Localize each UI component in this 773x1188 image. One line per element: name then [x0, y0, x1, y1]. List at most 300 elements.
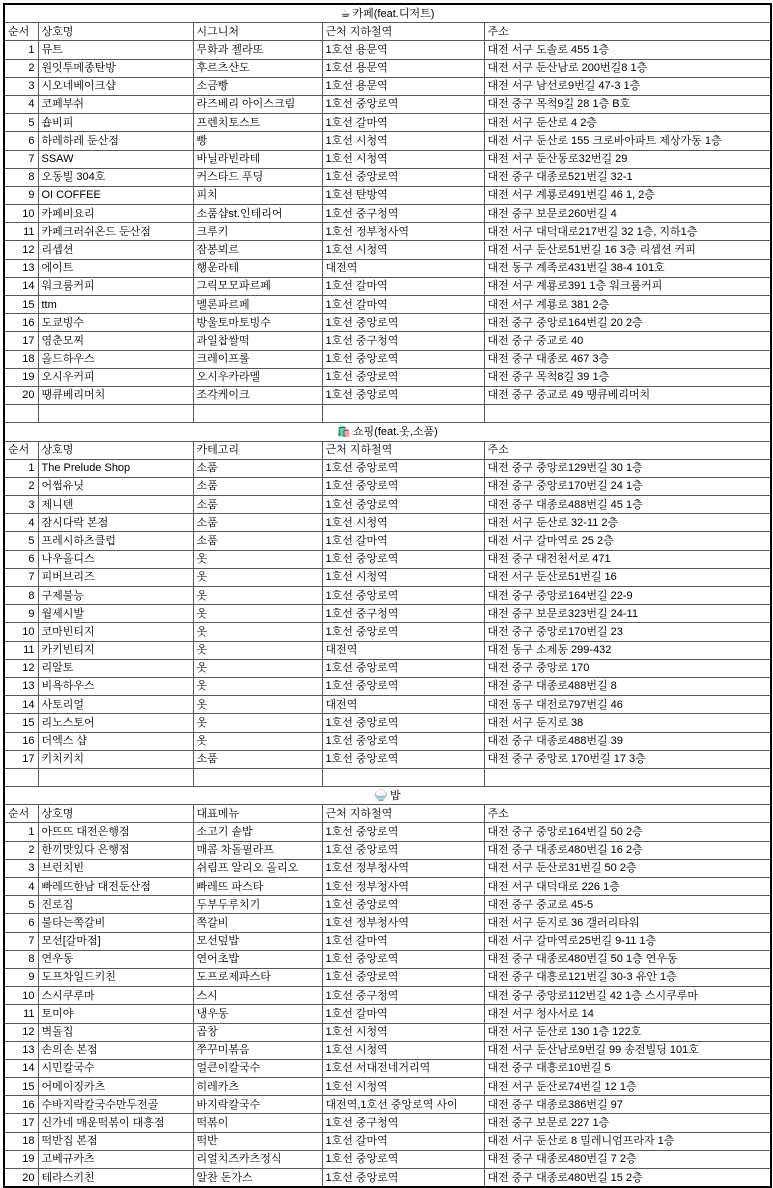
table-row — [4, 186, 771, 204]
row-number-cell: 18 — [4, 1132, 38, 1150]
section-title — [4, 4, 771, 23]
address-cell: 대전 중구 중앙로 170 — [484, 659, 771, 677]
shop-name-cell: 숍비피 — [38, 114, 193, 132]
station-cell: 1호선 중앙로역 — [322, 950, 484, 968]
table-row — [4, 605, 771, 623]
station-cell: 1호선 시청역 — [322, 514, 484, 532]
category-cell: 방울토마토빙수 — [193, 314, 322, 332]
station-cell: 1호선 서대전네거리역 — [322, 1059, 484, 1077]
station-cell: 1호선 용문역 — [322, 77, 484, 95]
station-cell: 1호선 갈마역 — [322, 1132, 484, 1150]
category-cell: 커스타드 푸딩 — [193, 168, 322, 186]
empty-cell — [322, 768, 484, 786]
address-cell: 대전 중구 중앙로170번길 23 — [484, 623, 771, 641]
coffee-icon: ☕ — [340, 7, 351, 20]
table-row — [4, 1059, 771, 1077]
section-title-row — [4, 4, 771, 23]
empty-spacer-row — [4, 405, 771, 423]
shop-name-cell: 카페크러쉬온드 둔산점 — [38, 223, 193, 241]
table-row — [4, 514, 771, 532]
category-cell: 소품 — [193, 532, 322, 550]
row-number-cell: 16 — [4, 314, 38, 332]
address-cell: 대전 서구 갈마역로25번길 9-11 1층 — [484, 932, 771, 950]
table-row — [4, 914, 771, 932]
station-cell: 1호선 정부청사역 — [322, 859, 484, 877]
category-cell: 소품 — [193, 750, 322, 768]
row-number-cell: 1 — [4, 823, 38, 841]
category-cell: 냉우동 — [193, 1005, 322, 1023]
category-cell: 옷 — [193, 696, 322, 714]
table-row — [4, 332, 771, 350]
table-row — [4, 368, 771, 386]
column-header: 상호명 — [38, 441, 193, 459]
row-number-cell: 16 — [4, 732, 38, 750]
station-cell: 1호선 시청역 — [322, 150, 484, 168]
station-cell: 1호선 갈마역 — [322, 114, 484, 132]
table-row — [4, 859, 771, 877]
row-number-cell: 4 — [4, 95, 38, 113]
table-row — [4, 896, 771, 914]
address-cell: 대전 중구 목척8길 39 1층 — [484, 368, 771, 386]
table-row — [4, 241, 771, 259]
column-header: 상호명 — [38, 23, 193, 41]
address-cell: 대전 서구 둔산로 130 1층 122호 — [484, 1023, 771, 1041]
station-cell: 1호선 정부청사역 — [322, 223, 484, 241]
category-cell: 옷 — [193, 659, 322, 677]
table-row — [4, 150, 771, 168]
station-cell: 1호선 용문역 — [322, 59, 484, 77]
row-number-cell: 1 — [4, 41, 38, 59]
shop-name-cell: 하레하레 둔산점 — [38, 132, 193, 150]
address-cell: 대전 서구 둔산동로32번길 29 — [484, 150, 771, 168]
category-cell: 과일찹쌀떡 — [193, 332, 322, 350]
row-number-cell: 8 — [4, 950, 38, 968]
address-cell: 대전 중구 중교로 45-5 — [484, 896, 771, 914]
row-number-cell: 11 — [4, 641, 38, 659]
table-row — [4, 659, 771, 677]
table-row — [4, 587, 771, 605]
table-body — [4, 4, 771, 1187]
station-cell: 대전역 — [322, 696, 484, 714]
address-cell: 대전 중구 대흥로10번길 5 — [484, 1059, 771, 1077]
category-cell: 행운라테 — [193, 259, 322, 277]
shop-name-cell: 어썸유닛 — [38, 477, 193, 495]
row-number-cell: 2 — [4, 841, 38, 859]
table-row — [4, 477, 771, 495]
address-cell: 대전 중구 보문로260번길 4 — [484, 205, 771, 223]
category-cell: 소고기 솥밥 — [193, 823, 322, 841]
station-cell: 1호선 중구청역 — [322, 205, 484, 223]
table-row — [4, 641, 771, 659]
shop-name-cell: 고베규카츠 — [38, 1150, 193, 1168]
section-title — [4, 787, 771, 805]
address-cell: 대전 중구 대종로488번길 39 — [484, 732, 771, 750]
address-cell: 대전 중구 중교로 49 땡큐베리머치 — [484, 386, 771, 404]
shop-name-cell: 도프차일드키친 — [38, 968, 193, 986]
shop-name-cell: 연우동 — [38, 950, 193, 968]
table-row — [4, 223, 771, 241]
category-cell: 옷 — [193, 550, 322, 568]
address-cell: 대전 서구 갈마역로 25 2층 — [484, 532, 771, 550]
column-header-row — [4, 441, 771, 459]
shop-name-cell: 사토리얼 — [38, 696, 193, 714]
category-cell: 떡반 — [193, 1132, 322, 1150]
station-cell: 1호선 정부청사역 — [322, 914, 484, 932]
shop-name-cell: 영춘모찌 — [38, 332, 193, 350]
category-cell: 그릭모모파르페 — [193, 277, 322, 295]
category-cell: 피치 — [193, 186, 322, 204]
category-cell: 후르츠산도 — [193, 59, 322, 77]
address-cell: 대전 중구 중교로 40 — [484, 332, 771, 350]
shop-name-cell: 아뜨뜨 대전은행점 — [38, 823, 193, 841]
address-cell: 대전 중구 대종로488번길 45 1층 — [484, 496, 771, 514]
station-cell: 1호선 중앙로역 — [322, 350, 484, 368]
address-cell: 대전 서구 둔산로 32-11 2층 — [484, 514, 771, 532]
row-number-cell: 10 — [4, 623, 38, 641]
table-row — [4, 77, 771, 95]
address-cell: 대전 중구 대종로480번길 15 2층 — [484, 1169, 771, 1188]
category-cell: 옷 — [193, 641, 322, 659]
station-cell: 1호선 갈마역 — [322, 532, 484, 550]
category-cell: 매콤 차돌필라프 — [193, 841, 322, 859]
category-cell: 멜론파르페 — [193, 296, 322, 314]
shop-name-cell: 테라스키친 — [38, 1169, 193, 1188]
station-cell: 1호선 중구청역 — [322, 605, 484, 623]
row-number-cell: 1 — [4, 459, 38, 477]
shop-name-cell: The Prelude Shop — [38, 459, 193, 477]
address-cell: 대전 서구 도솔로 455 1층 — [484, 41, 771, 59]
shop-name-cell: 카키빈티지 — [38, 641, 193, 659]
shop-name-cell: 스시쿠루마 — [38, 987, 193, 1005]
address-cell: 대전 중구 중앙로 170번길 17 3층 — [484, 750, 771, 768]
address-cell: 대전 중구 대종로480번길 50 1층 연우동 — [484, 950, 771, 968]
address-cell: 대전 동구 대전로797번길 46 — [484, 696, 771, 714]
column-header: 순서 — [4, 23, 38, 41]
shop-name-cell: 시오네베이크샵 — [38, 77, 193, 95]
table-row — [4, 714, 771, 732]
address-cell: 대전 서구 둔산로51번길 16 — [484, 568, 771, 586]
address-cell: 대전 서구 계룡로 381 2층 — [484, 296, 771, 314]
address-cell: 대전 중구 중앙로164번길 50 2층 — [484, 823, 771, 841]
empty-cell — [4, 768, 38, 786]
station-cell: 1호선 정부청사역 — [322, 878, 484, 896]
category-cell: 크레이프롤 — [193, 350, 322, 368]
address-cell: 대전 서구 둔지로 36 갤러리타워 — [484, 914, 771, 932]
table-row — [4, 1114, 771, 1132]
station-cell: 1호선 중앙로역 — [322, 968, 484, 986]
column-header: 순서 — [4, 805, 38, 823]
row-number-cell: 10 — [4, 987, 38, 1005]
category-cell: 모선덮밥 — [193, 932, 322, 950]
shop-name-cell: 에이트 — [38, 259, 193, 277]
category-cell: 연어초밥 — [193, 950, 322, 968]
category-cell: 조각케이크 — [193, 386, 322, 404]
address-cell: 대전 서구 남선로9번길 47-3 1층 — [484, 77, 771, 95]
category-cell: 소품 — [193, 514, 322, 532]
station-cell: 1호선 갈마역 — [322, 296, 484, 314]
address-cell: 대전 중구 대전천서로 471 — [484, 550, 771, 568]
table-row — [4, 1132, 771, 1150]
address-cell: 대전 서구 둔산로 8 밀레니엄프라자 1층 — [484, 1132, 771, 1150]
address-cell: 대전 서구 둔산로74번길 12 1층 — [484, 1078, 771, 1096]
row-number-cell: 20 — [4, 1169, 38, 1188]
table-row — [4, 1169, 771, 1188]
category-cell: 쭈꾸미볶음 — [193, 1041, 322, 1059]
category-cell: 소품 — [193, 496, 322, 514]
shop-name-cell: 오동빌 304호 — [38, 168, 193, 186]
row-number-cell: 19 — [4, 1150, 38, 1168]
table-row — [4, 1096, 771, 1114]
address-cell: 대전 중구 중앙로170번길 24 1층 — [484, 477, 771, 495]
row-number-cell: 10 — [4, 205, 38, 223]
table-row — [4, 1078, 771, 1096]
empty-cell — [38, 768, 193, 786]
row-number-cell: 5 — [4, 532, 38, 550]
address-cell: 대전 서구 대덕대로 226 1층 — [484, 878, 771, 896]
shop-name-cell: SSAW — [38, 150, 193, 168]
column-header: 시그니처 — [193, 23, 322, 41]
address-cell: 대전 중구 중앙로112번길 42 1층 스시쿠루마 — [484, 987, 771, 1005]
column-header: 근처 지하철역 — [322, 441, 484, 459]
empty-cell — [484, 405, 771, 423]
shop-name-cell: 나우올디스 — [38, 550, 193, 568]
table-row — [4, 114, 771, 132]
column-header: 근처 지하철역 — [322, 23, 484, 41]
shop-name-cell: 브런치빈 — [38, 859, 193, 877]
category-cell: 옷 — [193, 587, 322, 605]
table-row — [4, 932, 771, 950]
address-cell: 대전 중구 목척9길 28 1층 B호 — [484, 95, 771, 113]
row-number-cell: 14 — [4, 277, 38, 295]
empty-cell — [4, 405, 38, 423]
category-cell: 빵 — [193, 132, 322, 150]
table-row — [4, 568, 771, 586]
station-cell: 1호선 중앙로역 — [322, 659, 484, 677]
category-cell: 옷 — [193, 568, 322, 586]
table-row — [4, 41, 771, 59]
address-cell: 대전 서구 대덕대로217번길 32 1층, 지하1층 — [484, 223, 771, 241]
table-row — [4, 823, 771, 841]
address-cell: 대전 중구 대종로521번길 32-1 — [484, 168, 771, 186]
station-cell: 1호선 갈마역 — [322, 277, 484, 295]
category-cell: 얼큰이칼국수 — [193, 1059, 322, 1077]
station-cell: 1호선 중앙로역 — [322, 587, 484, 605]
row-number-cell: 17 — [4, 1114, 38, 1132]
station-cell: 1호선 중앙로역 — [322, 677, 484, 695]
address-cell: 대전 중구 대종로386번길 97 — [484, 1096, 771, 1114]
category-cell: 떡볶이 — [193, 1114, 322, 1132]
station-cell: 1호선 중앙로역 — [322, 550, 484, 568]
row-number-cell: 9 — [4, 605, 38, 623]
category-cell: 쉬림프 알리오 올리오 — [193, 859, 322, 877]
row-number-cell: 5 — [4, 114, 38, 132]
table-row — [4, 459, 771, 477]
address-cell: 대전 중구 중앙로164번길 22-9 — [484, 587, 771, 605]
category-cell: 옷 — [193, 623, 322, 641]
table-row — [4, 732, 771, 750]
row-number-cell: 14 — [4, 1059, 38, 1077]
station-cell: 1호선 중앙로역 — [322, 623, 484, 641]
row-number-cell: 15 — [4, 1078, 38, 1096]
address-cell: 대전 중구 대흥로121번길 30-3 유안 1층 — [484, 968, 771, 986]
table-row — [4, 496, 771, 514]
station-cell: 1호선 중앙로역 — [322, 823, 484, 841]
row-number-cell: 11 — [4, 223, 38, 241]
daejeon-places-table — [3, 3, 772, 1188]
station-cell: 1호선 시청역 — [322, 241, 484, 259]
shop-name-cell: 땡큐베리머치 — [38, 386, 193, 404]
category-cell: 알찬 돈가스 — [193, 1169, 322, 1188]
row-number-cell: 20 — [4, 386, 38, 404]
shop-name-cell: 월세시발 — [38, 605, 193, 623]
section-title-text: 밥 — [390, 789, 401, 802]
station-cell: 1호선 시청역 — [322, 1078, 484, 1096]
station-cell: 1호선 중앙로역 — [322, 896, 484, 914]
row-number-cell: 17 — [4, 332, 38, 350]
column-header: 근처 지하철역 — [322, 805, 484, 823]
shop-name-cell: 한끼맛있다 은행점 — [38, 841, 193, 859]
shop-name-cell: 어메이징카츠 — [38, 1078, 193, 1096]
column-header: 대표메뉴 — [193, 805, 322, 823]
table-row — [4, 950, 771, 968]
shop-name-cell: 구제불능 — [38, 587, 193, 605]
category-cell: 빠레뜨 파스타 — [193, 878, 322, 896]
shop-name-cell: 진로집 — [38, 896, 193, 914]
shop-name-cell: 키치키치 — [38, 750, 193, 768]
station-cell: 1호선 중앙로역 — [322, 314, 484, 332]
table-row — [4, 205, 771, 223]
category-cell: 소품 — [193, 477, 322, 495]
row-number-cell: 18 — [4, 350, 38, 368]
category-cell: 쪽갈비 — [193, 914, 322, 932]
table-row — [4, 968, 771, 986]
row-number-cell: 6 — [4, 132, 38, 150]
category-cell: 무화과 젤라또 — [193, 41, 322, 59]
station-cell: 1호선 중앙로역 — [322, 459, 484, 477]
table-row — [4, 677, 771, 695]
table-row — [4, 1005, 771, 1023]
category-cell: 옷 — [193, 714, 322, 732]
station-cell: 1호선 중앙로역 — [322, 496, 484, 514]
category-cell: 옷 — [193, 677, 322, 695]
address-cell: 대전 서구 청사서로 14 — [484, 1005, 771, 1023]
row-number-cell: 17 — [4, 750, 38, 768]
category-cell: 소금빵 — [193, 77, 322, 95]
shop-name-cell: 벽돌집 — [38, 1023, 193, 1041]
table-row — [4, 1041, 771, 1059]
section-title-row — [4, 787, 771, 805]
shop-name-cell: ttm — [38, 296, 193, 314]
station-cell: 1호선 중앙로역 — [322, 732, 484, 750]
row-number-cell: 19 — [4, 368, 38, 386]
column-header: 카테고리 — [193, 441, 322, 459]
category-cell: 소품샵st.인테리어 — [193, 205, 322, 223]
section-title-row — [4, 423, 771, 441]
shop-name-cell: 손의손 본점 — [38, 1041, 193, 1059]
table-row — [4, 1150, 771, 1168]
table-row — [4, 1023, 771, 1041]
address-cell: 대전 서구 둔산로 155 크로바아파트 제상가동 1층 — [484, 132, 771, 150]
shop-name-cell: 리알토 — [38, 659, 193, 677]
row-number-cell: 3 — [4, 496, 38, 514]
row-number-cell: 13 — [4, 259, 38, 277]
table-row — [4, 696, 771, 714]
column-header: 주소 — [484, 805, 771, 823]
row-number-cell: 2 — [4, 477, 38, 495]
station-cell: 1호선 중앙로역 — [322, 368, 484, 386]
row-number-cell: 9 — [4, 186, 38, 204]
station-cell: 1호선 중구청역 — [322, 987, 484, 1005]
category-cell: 곱창 — [193, 1023, 322, 1041]
shop-name-cell: 리노스토어 — [38, 714, 193, 732]
empty-cell — [193, 405, 322, 423]
row-number-cell: 4 — [4, 878, 38, 896]
shop-name-cell: 불타는쪽갈비 — [38, 914, 193, 932]
category-cell: 바닐라빈라테 — [193, 150, 322, 168]
shop-name-cell: 피버브리즈 — [38, 568, 193, 586]
address-cell: 대전 중구 보문로 227 1층 — [484, 1114, 771, 1132]
table-row — [4, 623, 771, 641]
station-cell: 1호선 시청역 — [322, 132, 484, 150]
row-number-cell: 15 — [4, 714, 38, 732]
shop-name-cell: 빠레뜨한남 대전둔산점 — [38, 878, 193, 896]
row-number-cell: 6 — [4, 550, 38, 568]
station-cell: 1호선 중앙로역 — [322, 750, 484, 768]
shop-name-cell: 오시우커피 — [38, 368, 193, 386]
shop-name-cell: 잠시다락 본점 — [38, 514, 193, 532]
row-number-cell: 7 — [4, 150, 38, 168]
address-cell: 대전 서구 둔산로31번길 50 2층 — [484, 859, 771, 877]
address-cell: 대전 중구 중앙로129번길 30 1층 — [484, 459, 771, 477]
station-cell: 1호선 중앙로역 — [322, 714, 484, 732]
shop-name-cell: 코페부쉬 — [38, 95, 193, 113]
station-cell: 1호선 탄방역 — [322, 186, 484, 204]
section-title — [4, 423, 771, 441]
row-number-cell: 12 — [4, 659, 38, 677]
category-cell: 크루키 — [193, 223, 322, 241]
station-cell: 1호선 중앙로역 — [322, 95, 484, 113]
row-number-cell: 4 — [4, 514, 38, 532]
shop-name-cell: 제니텐 — [38, 496, 193, 514]
row-number-cell: 11 — [4, 1005, 38, 1023]
table-row — [4, 296, 771, 314]
empty-cell — [322, 405, 484, 423]
category-cell: 바지락칼국수 — [193, 1096, 322, 1114]
table-row — [4, 59, 771, 77]
station-cell: 1호선 중앙로역 — [322, 386, 484, 404]
table-row — [4, 841, 771, 859]
row-number-cell: 16 — [4, 1096, 38, 1114]
shop-name-cell: 카페비요리 — [38, 205, 193, 223]
shopping-bags-icon: 🛍️ — [337, 425, 351, 438]
column-header: 주소 — [484, 441, 771, 459]
table-row — [4, 386, 771, 404]
column-header: 주소 — [484, 23, 771, 41]
address-cell: 대전 중구 중앙로164번길 20 2층 — [484, 314, 771, 332]
address-cell: 대전 중구 보문로323번길 24-11 — [484, 605, 771, 623]
address-cell: 대전 중구 대종로 467 3층 — [484, 350, 771, 368]
shop-name-cell: 시민칼국수 — [38, 1059, 193, 1077]
category-cell: 잠봉뵈르 — [193, 241, 322, 259]
shop-name-cell: 올드하우스 — [38, 350, 193, 368]
station-cell: 1호선 갈마역 — [322, 932, 484, 950]
shop-name-cell: 원잇투메종탄방 — [38, 59, 193, 77]
address-cell: 대전 서구 둔산로 4 2층 — [484, 114, 771, 132]
table-row — [4, 277, 771, 295]
category-cell: 프렌치토스트 — [193, 114, 322, 132]
shop-name-cell: 리셉션 — [38, 241, 193, 259]
shop-name-cell: 워크룸커피 — [38, 277, 193, 295]
